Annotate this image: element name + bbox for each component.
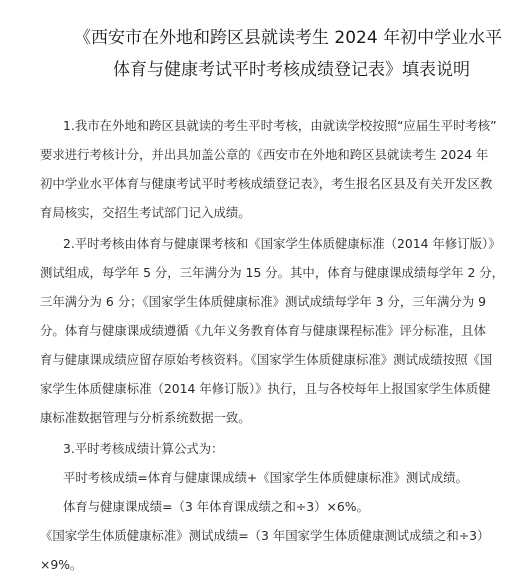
formula-fitness-standard-line-1: 《国家学生体质健康标准》测试成绩=（3 年国家学生体质健康测试成绩之和÷3）	[40, 528, 490, 543]
document-title-line-1: 《西安市在外地和跨区县就读考生 2024 年初中学业水平	[74, 28, 503, 48]
paragraph-2-line-3: 三年满分为 6 分；《国家学生体质健康标准》测试成绩每学年 3 分，三年满分为 9	[40, 294, 487, 309]
paragraph-1-line-3: 初中学业水平体育与健康考试平时考核成绩登记表》，考生报名区县及有关开发区教	[40, 176, 493, 191]
paragraph-2-line-5: 育与健康课成绩应留存原始考核资料。《国家学生体质健康标准》测试成绩按照《国	[40, 352, 493, 367]
paragraph-1-line-4: 育局核实，交招生考试部门记入成绩。	[40, 205, 251, 220]
paragraph-3-heading: 3.平时考核成绩计算公式为：	[63, 441, 224, 456]
formula-fitness-standard-line-2: ×9%。	[40, 557, 83, 572]
paragraph-2-line-6: 家学生体质健康标准（2014 年修订版）》执行，且与各校每年上报国家学生体质健	[40, 381, 491, 396]
paragraph-1-line-1: 1.我市在外地和跨区县就读的考生平时考核，由就读学校按照“应届生平时考核”	[63, 118, 497, 133]
formula-pe-course: 体育与健康课成绩=（3 年体育课成绩之和÷3）×6%。	[63, 499, 369, 514]
paragraph-2-line-2: 测试组成，每学年 5 分，三年满分为 15 分。其中，体育与健康课成绩每学年 2 分，	[40, 265, 505, 280]
paragraph-2-line-1: 2.平时考核由体育与健康课考核和《国家学生体质健康标准（2014 年修订版）》	[63, 236, 501, 251]
formula-total: 平时考核成绩=体育与健康课成绩+《国家学生体质健康标准》测试成绩。	[63, 470, 468, 485]
paragraph-1-line-2: 要求进行考核计分，并出具加盖公章的《西安市在外地和跨区县就读考生 2024 年	[40, 147, 489, 162]
paragraph-2-line-7: 康标准数据管理与分析系统数据一致。	[40, 410, 251, 425]
paragraph-2-line-4: 分。体育与健康课成绩遵循《九年义务教育体育与健康课程标准》评分标准，且体	[40, 323, 487, 338]
document-title-line-2: 体育与健康考试平时考核成绩登记表》填表说明	[113, 60, 470, 80]
